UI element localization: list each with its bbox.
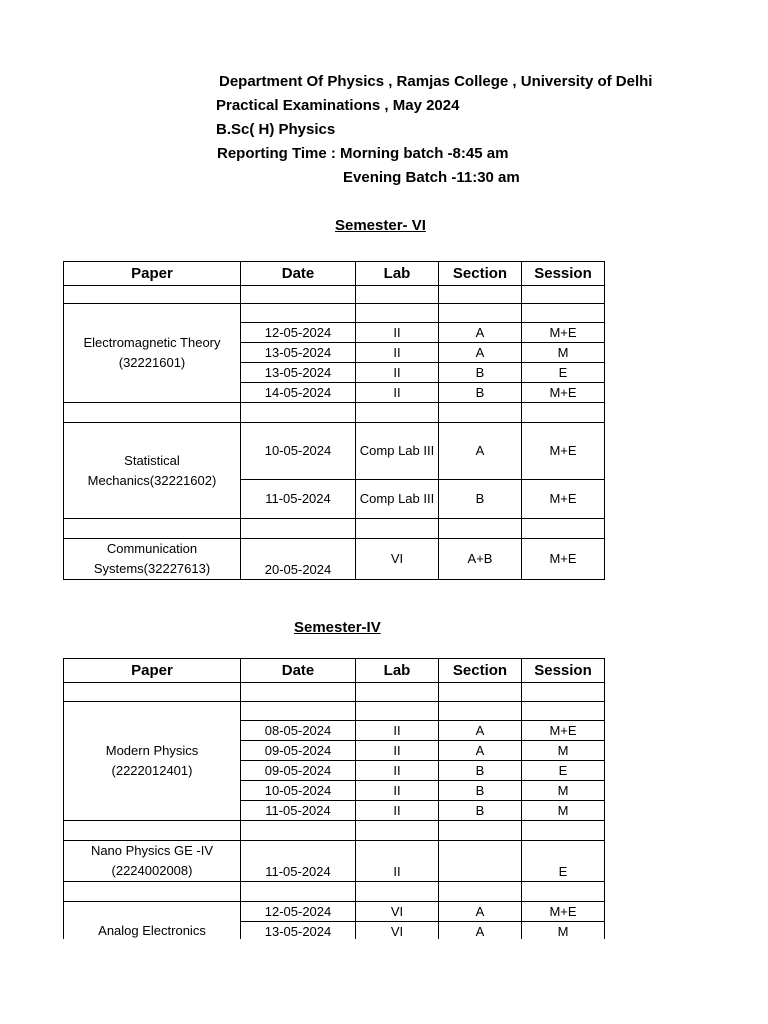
modern-spacer-row (64, 702, 605, 721)
semester-iv-table (63, 658, 605, 939)
session-cell: E (522, 841, 605, 882)
date-cell: 12-05-2024 (241, 323, 356, 343)
paper-statistical: Statistical Mechanics(32221602) (64, 423, 241, 519)
paper-nano-physics: Nano Physics GE -IV (2224002008) (64, 841, 241, 882)
session-cell: M (522, 741, 605, 761)
semester-vi-table (63, 261, 605, 580)
lab-cell: VI (356, 539, 439, 580)
spacer-row (64, 683, 605, 702)
date-cell: 09-05-2024 (241, 741, 356, 761)
section-cell: A (439, 423, 522, 480)
section-cell (439, 841, 522, 882)
date-cell: 09-05-2024 (241, 761, 356, 781)
date-cell: 08-05-2024 (241, 721, 356, 741)
spacer-row (64, 882, 605, 902)
session-cell: M+E (522, 480, 605, 519)
date-cell: 10-05-2024 (241, 423, 356, 480)
header-reporting-morning: Reporting Time : Morning batch -8:45 am (217, 145, 509, 162)
date-cell: 13-05-2024 (241, 922, 356, 940)
lab-cell: II (356, 323, 439, 343)
section-cell: B (439, 781, 522, 801)
section-cell: A (439, 721, 522, 741)
lab-cell: II (356, 741, 439, 761)
section-cell: A (439, 323, 522, 343)
lab-cell: II (356, 343, 439, 363)
section-cell: B (439, 383, 522, 403)
paper-emt: Electromagnetic Theory (32221601) (64, 304, 241, 403)
spacer-row (64, 403, 605, 423)
session-cell: E (522, 363, 605, 383)
date-cell: 20-05-2024 (241, 539, 356, 580)
paper-analog-electronics: Analog Electronics (64, 902, 241, 940)
header-reporting-evening: Evening Batch -11:30 am (343, 169, 520, 186)
date-cell: 10-05-2024 (241, 781, 356, 801)
session-cell: M+E (522, 323, 605, 343)
date-cell: 11-05-2024 (241, 801, 356, 821)
col-header-paper: Paper (64, 262, 241, 286)
spacer-row (64, 286, 605, 304)
semester-iv-title: Semester-IV (294, 619, 381, 636)
col-header-date: Date (241, 262, 356, 286)
lab-cell: VI (356, 922, 439, 940)
col-header-lab: Lab (356, 262, 439, 286)
session-cell: M (522, 922, 605, 940)
col-header-section: Section (439, 659, 522, 683)
table-row (64, 539, 605, 580)
header-department: Department Of Physics , Ramjas College , University of Delhi (219, 73, 653, 90)
table-header-row (64, 262, 605, 286)
session-cell: M+E (522, 383, 605, 403)
table-row (64, 902, 605, 922)
col-header-paper: Paper (64, 659, 241, 683)
paper-communication: Communication Systems(32227613) (64, 539, 241, 580)
emt-spacer-row (64, 304, 605, 323)
lab-cell: Comp Lab III (356, 423, 439, 480)
lab-cell: VI (356, 902, 439, 922)
session-cell: M (522, 781, 605, 801)
session-cell: M+E (522, 423, 605, 480)
col-header-session: Session (522, 659, 605, 683)
section-cell: A (439, 922, 522, 940)
section-cell: A (439, 902, 522, 922)
col-header-date: Date (241, 659, 356, 683)
section-cell: B (439, 761, 522, 781)
section-cell: A (439, 343, 522, 363)
date-cell: 11-05-2024 (241, 480, 356, 519)
lab-cell: II (356, 721, 439, 741)
date-cell: 11-05-2024 (241, 841, 356, 882)
table-header-row (64, 659, 605, 683)
session-cell: E (522, 761, 605, 781)
date-cell: 13-05-2024 (241, 363, 356, 383)
lab-cell: II (356, 801, 439, 821)
lab-cell: II (356, 781, 439, 801)
lab-cell: II (356, 761, 439, 781)
session-cell: M (522, 343, 605, 363)
lab-cell: II (356, 383, 439, 403)
lab-cell: Comp Lab III (356, 480, 439, 519)
lab-cell: II (356, 363, 439, 383)
session-cell: M+E (522, 539, 605, 580)
semester-vi-title: Semester- VI (335, 217, 426, 234)
session-cell: M+E (522, 902, 605, 922)
table-row (64, 423, 605, 480)
session-cell: M+E (522, 721, 605, 741)
table-row (64, 841, 605, 882)
lab-cell: II (356, 841, 439, 882)
spacer-row (64, 519, 605, 539)
header-exam-title: Practical Examinations , May 2024 (216, 97, 460, 114)
paper-modern-physics: Modern Physics (2222012401) (64, 702, 241, 821)
date-cell: 13-05-2024 (241, 343, 356, 363)
col-header-lab: Lab (356, 659, 439, 683)
section-cell: A+B (439, 539, 522, 580)
section-cell: B (439, 480, 522, 519)
section-cell: B (439, 801, 522, 821)
section-cell: A (439, 741, 522, 761)
section-cell: B (439, 363, 522, 383)
col-header-section: Section (439, 262, 522, 286)
col-header-session: Session (522, 262, 605, 286)
date-cell: 14-05-2024 (241, 383, 356, 403)
date-cell: 12-05-2024 (241, 902, 356, 922)
header-course: B.Sc( H) Physics (216, 121, 336, 138)
session-cell: M (522, 801, 605, 821)
spacer-row (64, 821, 605, 841)
